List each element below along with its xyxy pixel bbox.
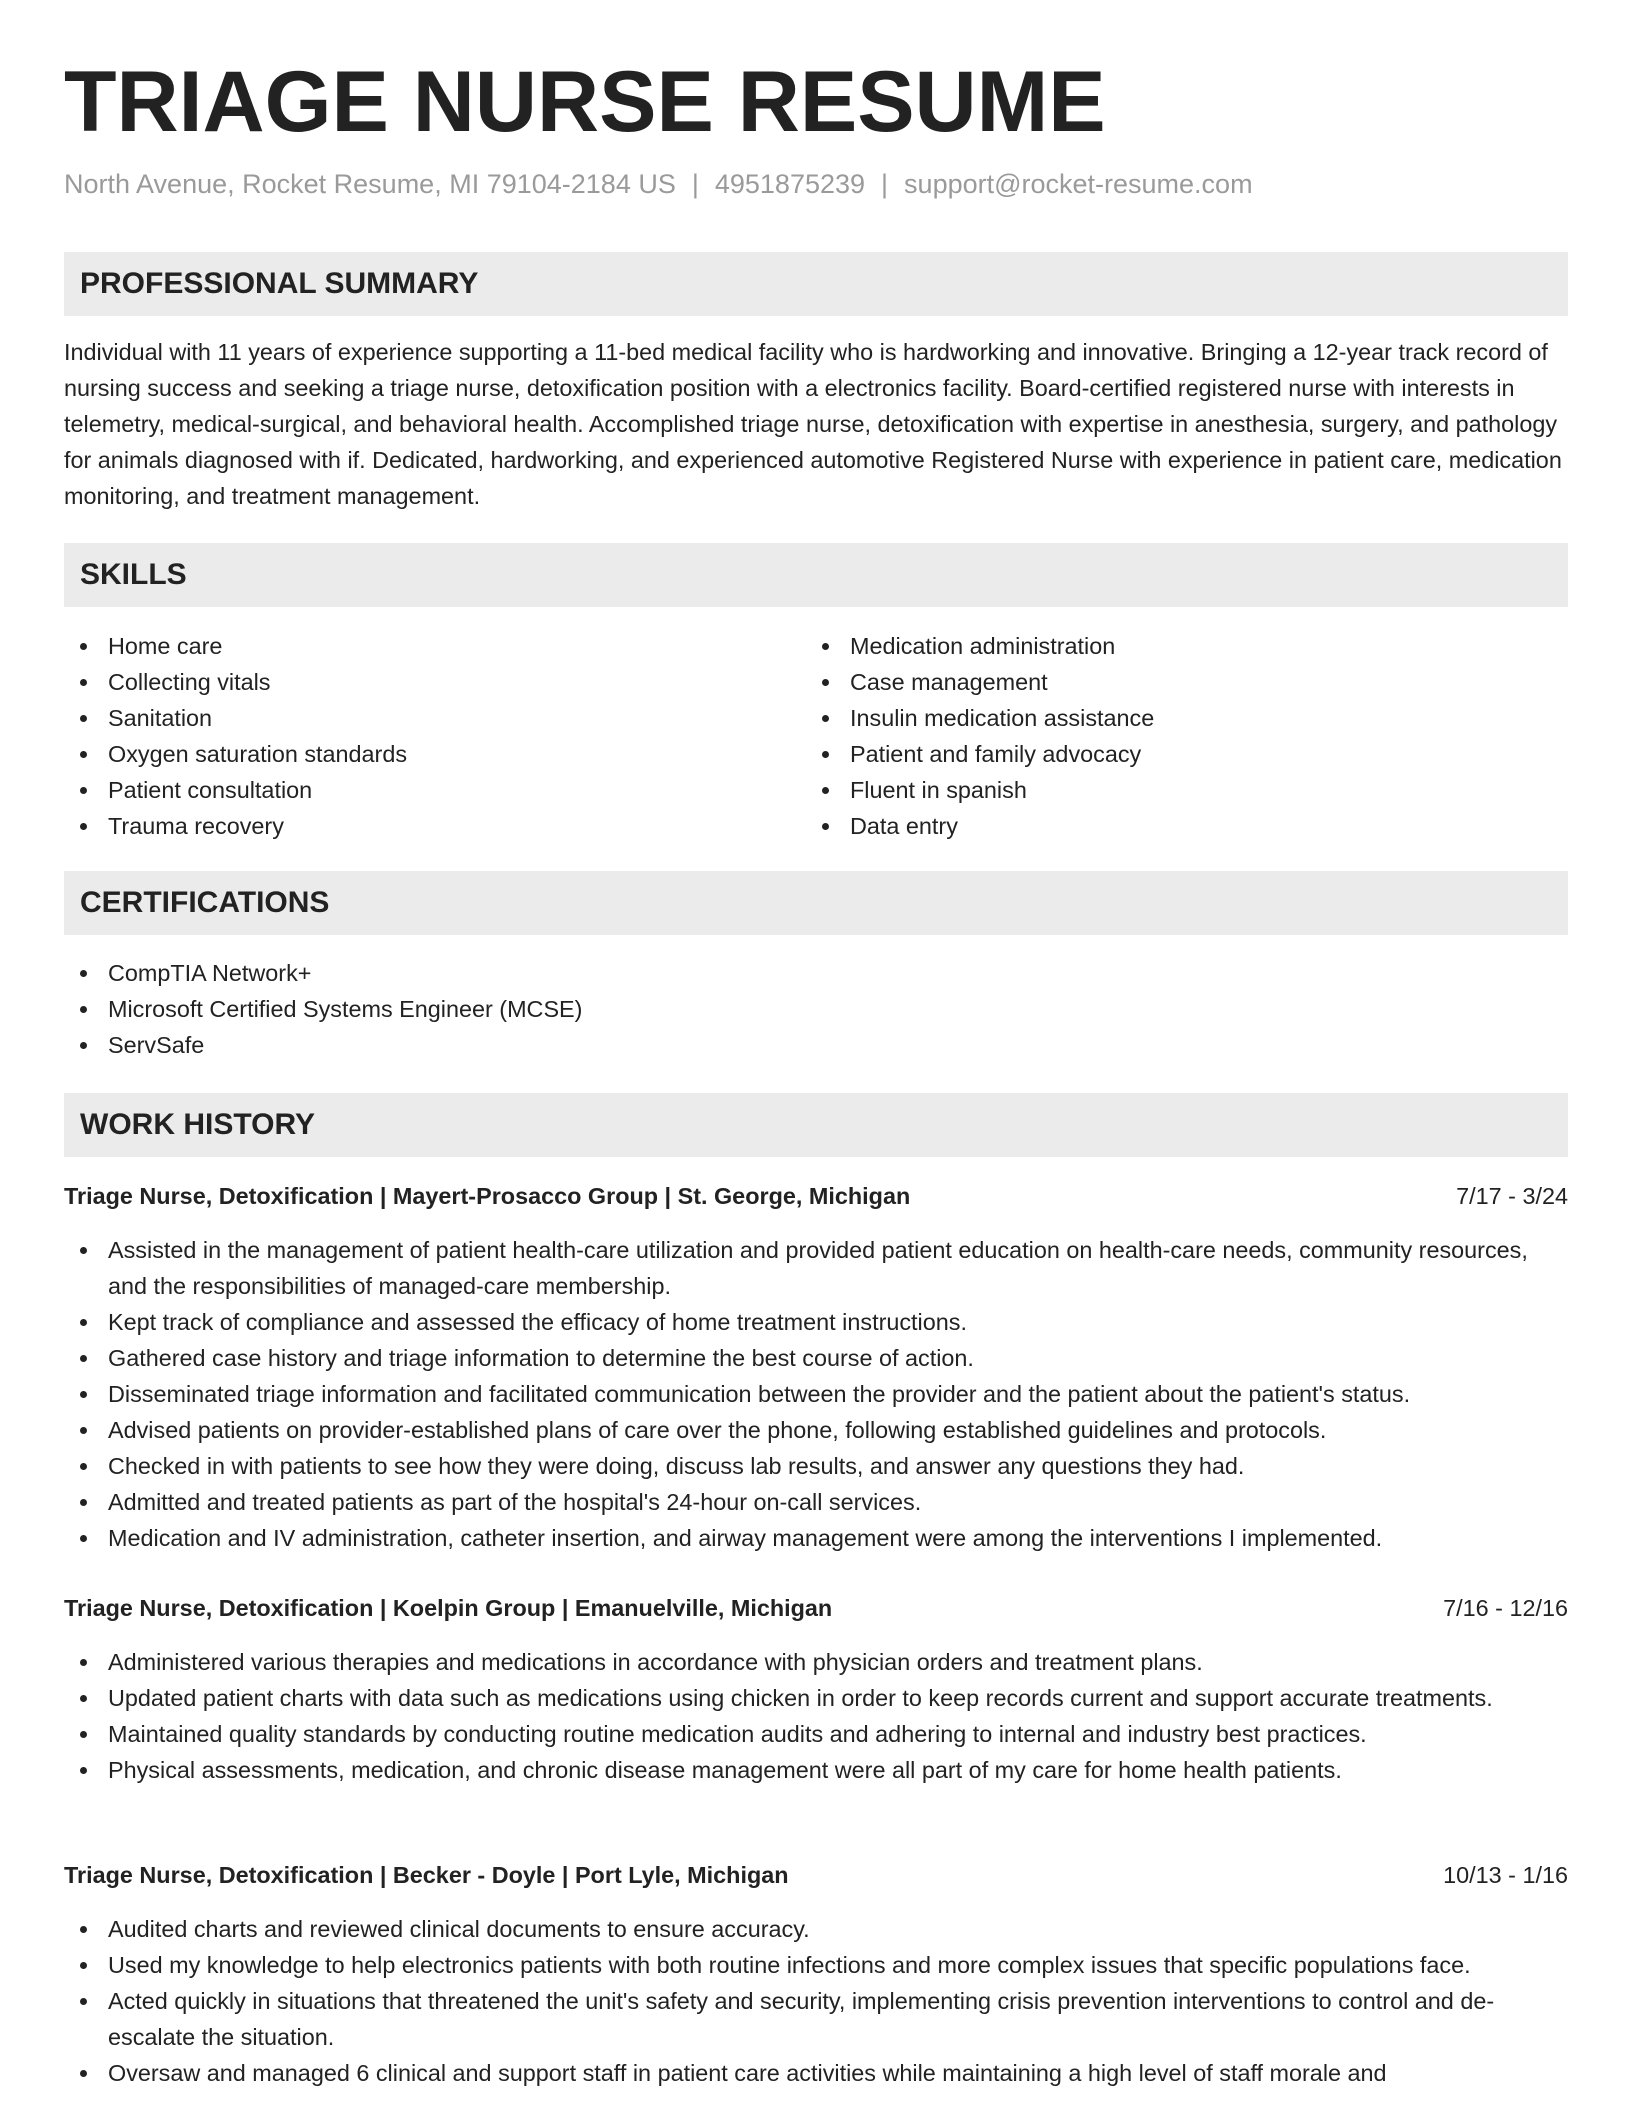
job-bullet: Acted quickly in situations that threatened the unit's safety and security, implementing crisis prevention interventions to control and de-escalate the situation. (64, 1983, 1568, 2055)
job-header (64, 1590, 1568, 1626)
job-header (64, 1178, 1568, 1214)
skill-item: Fluent in spanish (806, 772, 1546, 808)
skill-item: Sanitation (64, 700, 804, 736)
certifications-list (64, 955, 1568, 1063)
skills-list-left (64, 628, 804, 844)
job-bullet: Physical assessments, medication, and chronic disease management were all part of my care for home health patients. (64, 1752, 1568, 1788)
skill-item: Patient and family advocacy (806, 736, 1546, 772)
job-bullet: Kept track of compliance and assessed the efficacy of home treatment instructions. (64, 1304, 1568, 1340)
contact-separator: | (881, 169, 889, 199)
summary-text: Individual with 11 years of experience supporting a 11-bed medical facility who is hardworking and innovative. Bringing a 12-year track record of nursing success and seeking a triage nurse, detoxification position with a electronics facility. Board-certified registered nurse with interests in telemetry, medical-surgical, and behavioral health. Accomplished triage nurse, detoxification with expertise in anesthesia, surgery, and pathology for animals diagnosed with if. Dedicated, hardworking, and experienced automotive Registered Nurse with experience in patient care, medication monitoring, and treatment management. (64, 339, 1562, 509)
skill-item: Trauma recovery (64, 808, 804, 844)
skill-item: Collecting vitals (64, 664, 804, 700)
job-bullet: Admitted and treated patients as part of the hospital's 24-hour on-call services. (64, 1484, 1568, 1520)
job-title: Triage Nurse, Detoxification | Becker - Doyle | Port Lyle, Michigan (64, 1862, 789, 1888)
skill-item: Patient consultation (64, 772, 804, 808)
job-header (64, 1857, 1568, 1893)
job-title: Triage Nurse, Detoxification | Mayert-Prosacco Group | St. George, Michigan (64, 1183, 911, 1209)
section-heading-summary: PROFESSIONAL SUMMARY (64, 252, 1568, 316)
certification-item: CompTIA Network+ (64, 955, 1568, 991)
skill-item: Case management (806, 664, 1546, 700)
job-bullet: Assisted in the management of patient health-care utilization and provided patient education on health-care needs, community resources, and the responsibilities of managed-care membership. (64, 1232, 1568, 1304)
job-dates: 10/13 - 1/16 (1443, 1862, 1568, 1888)
section-heading-certifications: CERTIFICATIONS (64, 871, 1568, 935)
contact-address: North Avenue, Rocket Resume, MI 79104-2184 US (64, 169, 676, 199)
job-bullet: Maintained quality standards by conducting routine medication audits and adhering to internal and industry best practices. (64, 1716, 1568, 1752)
skill-item: Medication administration (806, 628, 1546, 664)
job-bullet: Gathered case history and triage information to determine the best course of action. (64, 1340, 1568, 1376)
skill-item: Oxygen saturation standards (64, 736, 804, 772)
job-dates: 7/17 - 3/24 (1456, 1183, 1568, 1209)
skill-item: Home care (64, 628, 804, 664)
skills-list-right (806, 628, 1546, 844)
job-bullet: Administered various therapies and medications in accordance with physician orders and treatment plans. (64, 1644, 1568, 1680)
contact-separator: | (691, 169, 699, 199)
section-heading-skills: SKILLS (64, 543, 1568, 607)
certification-item: Microsoft Certified Systems Engineer (MCSE) (64, 991, 1568, 1027)
job-title: Triage Nurse, Detoxification | Koelpin Group | Emanuelville, Michigan (64, 1595, 833, 1621)
skill-item: Data entry (806, 808, 1546, 844)
resume-page (64, 0, 1568, 2112)
skill-item: Insulin medication assistance (806, 700, 1546, 736)
contact-email: support@rocket-resume.com (904, 169, 1253, 199)
certification-item: ServSafe (64, 1027, 1568, 1063)
job-bullet: Advised patients on provider-established plans of care over the phone, following established guidelines and protocols. (64, 1412, 1568, 1448)
job-bullets (64, 1644, 1568, 1788)
job-bullet: Oversaw and managed 6 clinical and support staff in patient care activities while maintaining a high level of staff morale and (64, 2055, 1568, 2091)
job-bullet: Audited charts and reviewed clinical documents to ensure accuracy. (64, 1911, 1568, 1947)
contact-phone: 4951875239 (714, 169, 866, 199)
job-bullet: Medication and IV administration, catheter insertion, and airway management were among the interventions I implemented. (64, 1520, 1568, 1556)
job-bullet: Checked in with patients to see how they were doing, discuss lab results, and answer any questions they had. (64, 1448, 1568, 1484)
job-bullet: Disseminated triage information and facilitated communication between the provider and the patient about the patient's status. (64, 1376, 1568, 1412)
job-bullet: Used my knowledge to help electronics patients with both routine infections and more complex issues that specific populations face. (64, 1947, 1568, 1983)
job-bullets (64, 1232, 1568, 1556)
job-bullet: Updated patient charts with data such as medications using chicken in order to keep records current and support accurate treatments. (64, 1680, 1568, 1716)
job-bullets (64, 1911, 1568, 2091)
job-dates: 7/16 - 12/16 (1443, 1595, 1568, 1621)
section-heading-work-history: WORK HISTORY (64, 1093, 1568, 1157)
resume-title: TRIAGE NURSE RESUME (64, 54, 1106, 150)
contact-line (64, 166, 1253, 202)
